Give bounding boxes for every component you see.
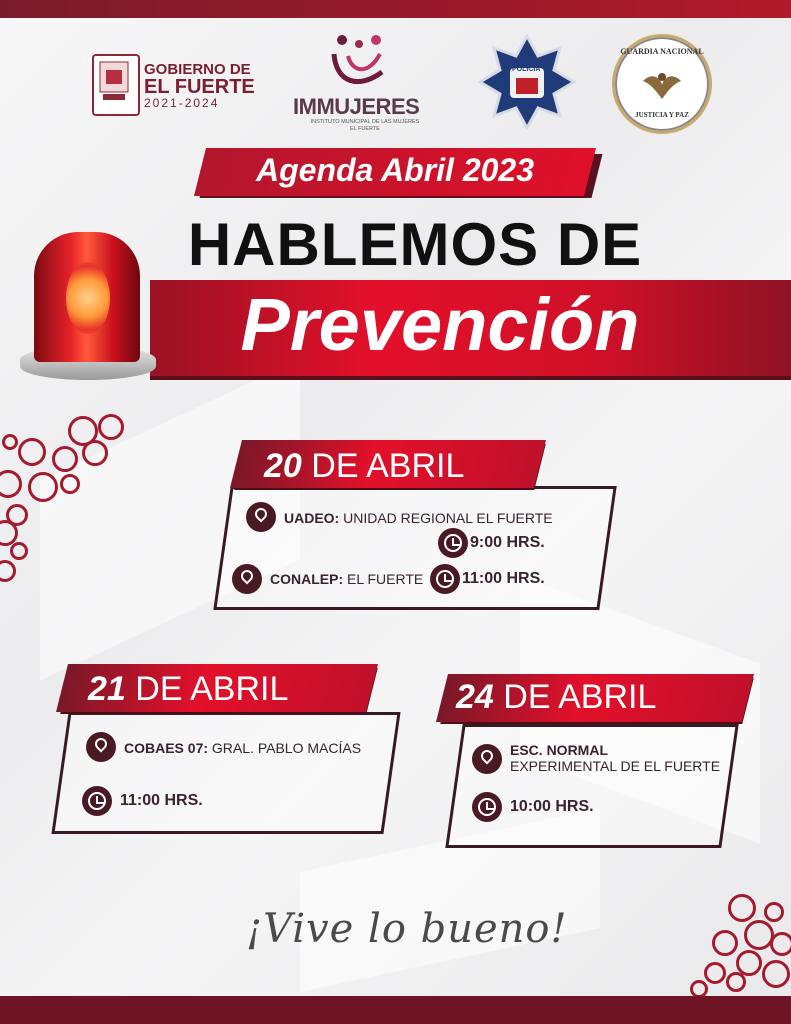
event-location-line1: ESC. NORMAL — [510, 742, 608, 758]
agenda-title: Agenda Abril 2023 — [255, 152, 534, 188]
event-date — [88, 672, 288, 706]
clock-icon — [430, 564, 460, 594]
event-card-frame — [51, 712, 400, 834]
event-date — [264, 449, 464, 483]
event-location: CONALEP: EL FUERTE — [270, 571, 424, 587]
eagle-icon — [639, 61, 685, 107]
location-pin-icon — [472, 744, 502, 774]
location-pin-icon — [86, 732, 116, 762]
event-month: DE ABRIL — [503, 678, 657, 716]
event-location-line2: EXPERIMENTAL DE EL FUERTE — [510, 758, 721, 775]
location-pin-icon — [232, 564, 262, 594]
immujeres-figures-icon — [328, 32, 390, 92]
event-day: 20 — [264, 447, 302, 485]
immujeres-sub-line1: INSTITUTO MUNICIPAL DE LAS MUJERES — [310, 119, 420, 125]
immujeres-title: IMMUJERES — [293, 94, 420, 119]
top-bar — [0, 0, 791, 18]
guardia-nacional-logo — [612, 34, 712, 134]
headline-line2: Prevención — [240, 283, 640, 366]
event-time: 10:00 HRS. — [510, 798, 594, 815]
event-time: 9:00 HRS. — [470, 534, 545, 551]
location-pin-icon — [246, 502, 276, 532]
event-location: UADEO: UNIDAD REGIONAL EL FUERTE — [284, 510, 553, 526]
slogan: ¡Vive lo bueno! — [246, 906, 568, 952]
event-time: 11:00 HRS. — [120, 792, 203, 809]
event-time: 11:00 HRS. — [462, 570, 545, 587]
gobierno-line2: EL FUERTE — [144, 76, 255, 98]
policia-label: POLICÍA — [512, 66, 541, 73]
event-location: COBAES 07: GRAL. PABLO MACÍAS — [124, 740, 362, 756]
clock-icon — [82, 786, 112, 816]
guardia-bottom-text: JUSTICIA Y PAZ — [635, 111, 689, 119]
event-location — [510, 742, 720, 774]
event-month: DE ABRIL — [135, 670, 289, 708]
clock-icon — [438, 528, 468, 558]
guardia-top-text: GUARDIA NACIONAL — [620, 47, 704, 56]
event-card-frame — [213, 486, 616, 610]
gobierno-years: 2021-2024 — [144, 96, 220, 110]
gobierno-line1: GOBIERNO DE — [144, 61, 251, 78]
bottom-bar — [0, 996, 791, 1024]
siren-light — [66, 262, 110, 334]
event-month: DE ABRIL — [311, 447, 465, 485]
clock-icon — [472, 792, 502, 822]
headline-line1: HABLEMOS DE — [187, 211, 643, 278]
el-fuerte-coat-of-arms-logo — [92, 54, 140, 116]
immujeres-sub-line2: EL FUERTE — [350, 125, 380, 132]
event-date — [456, 680, 656, 714]
event-day: 24 — [456, 678, 494, 716]
immujeres-subtitle — [300, 119, 430, 132]
gobierno-logo-text — [144, 62, 255, 109]
event-day: 21 — [88, 670, 126, 708]
